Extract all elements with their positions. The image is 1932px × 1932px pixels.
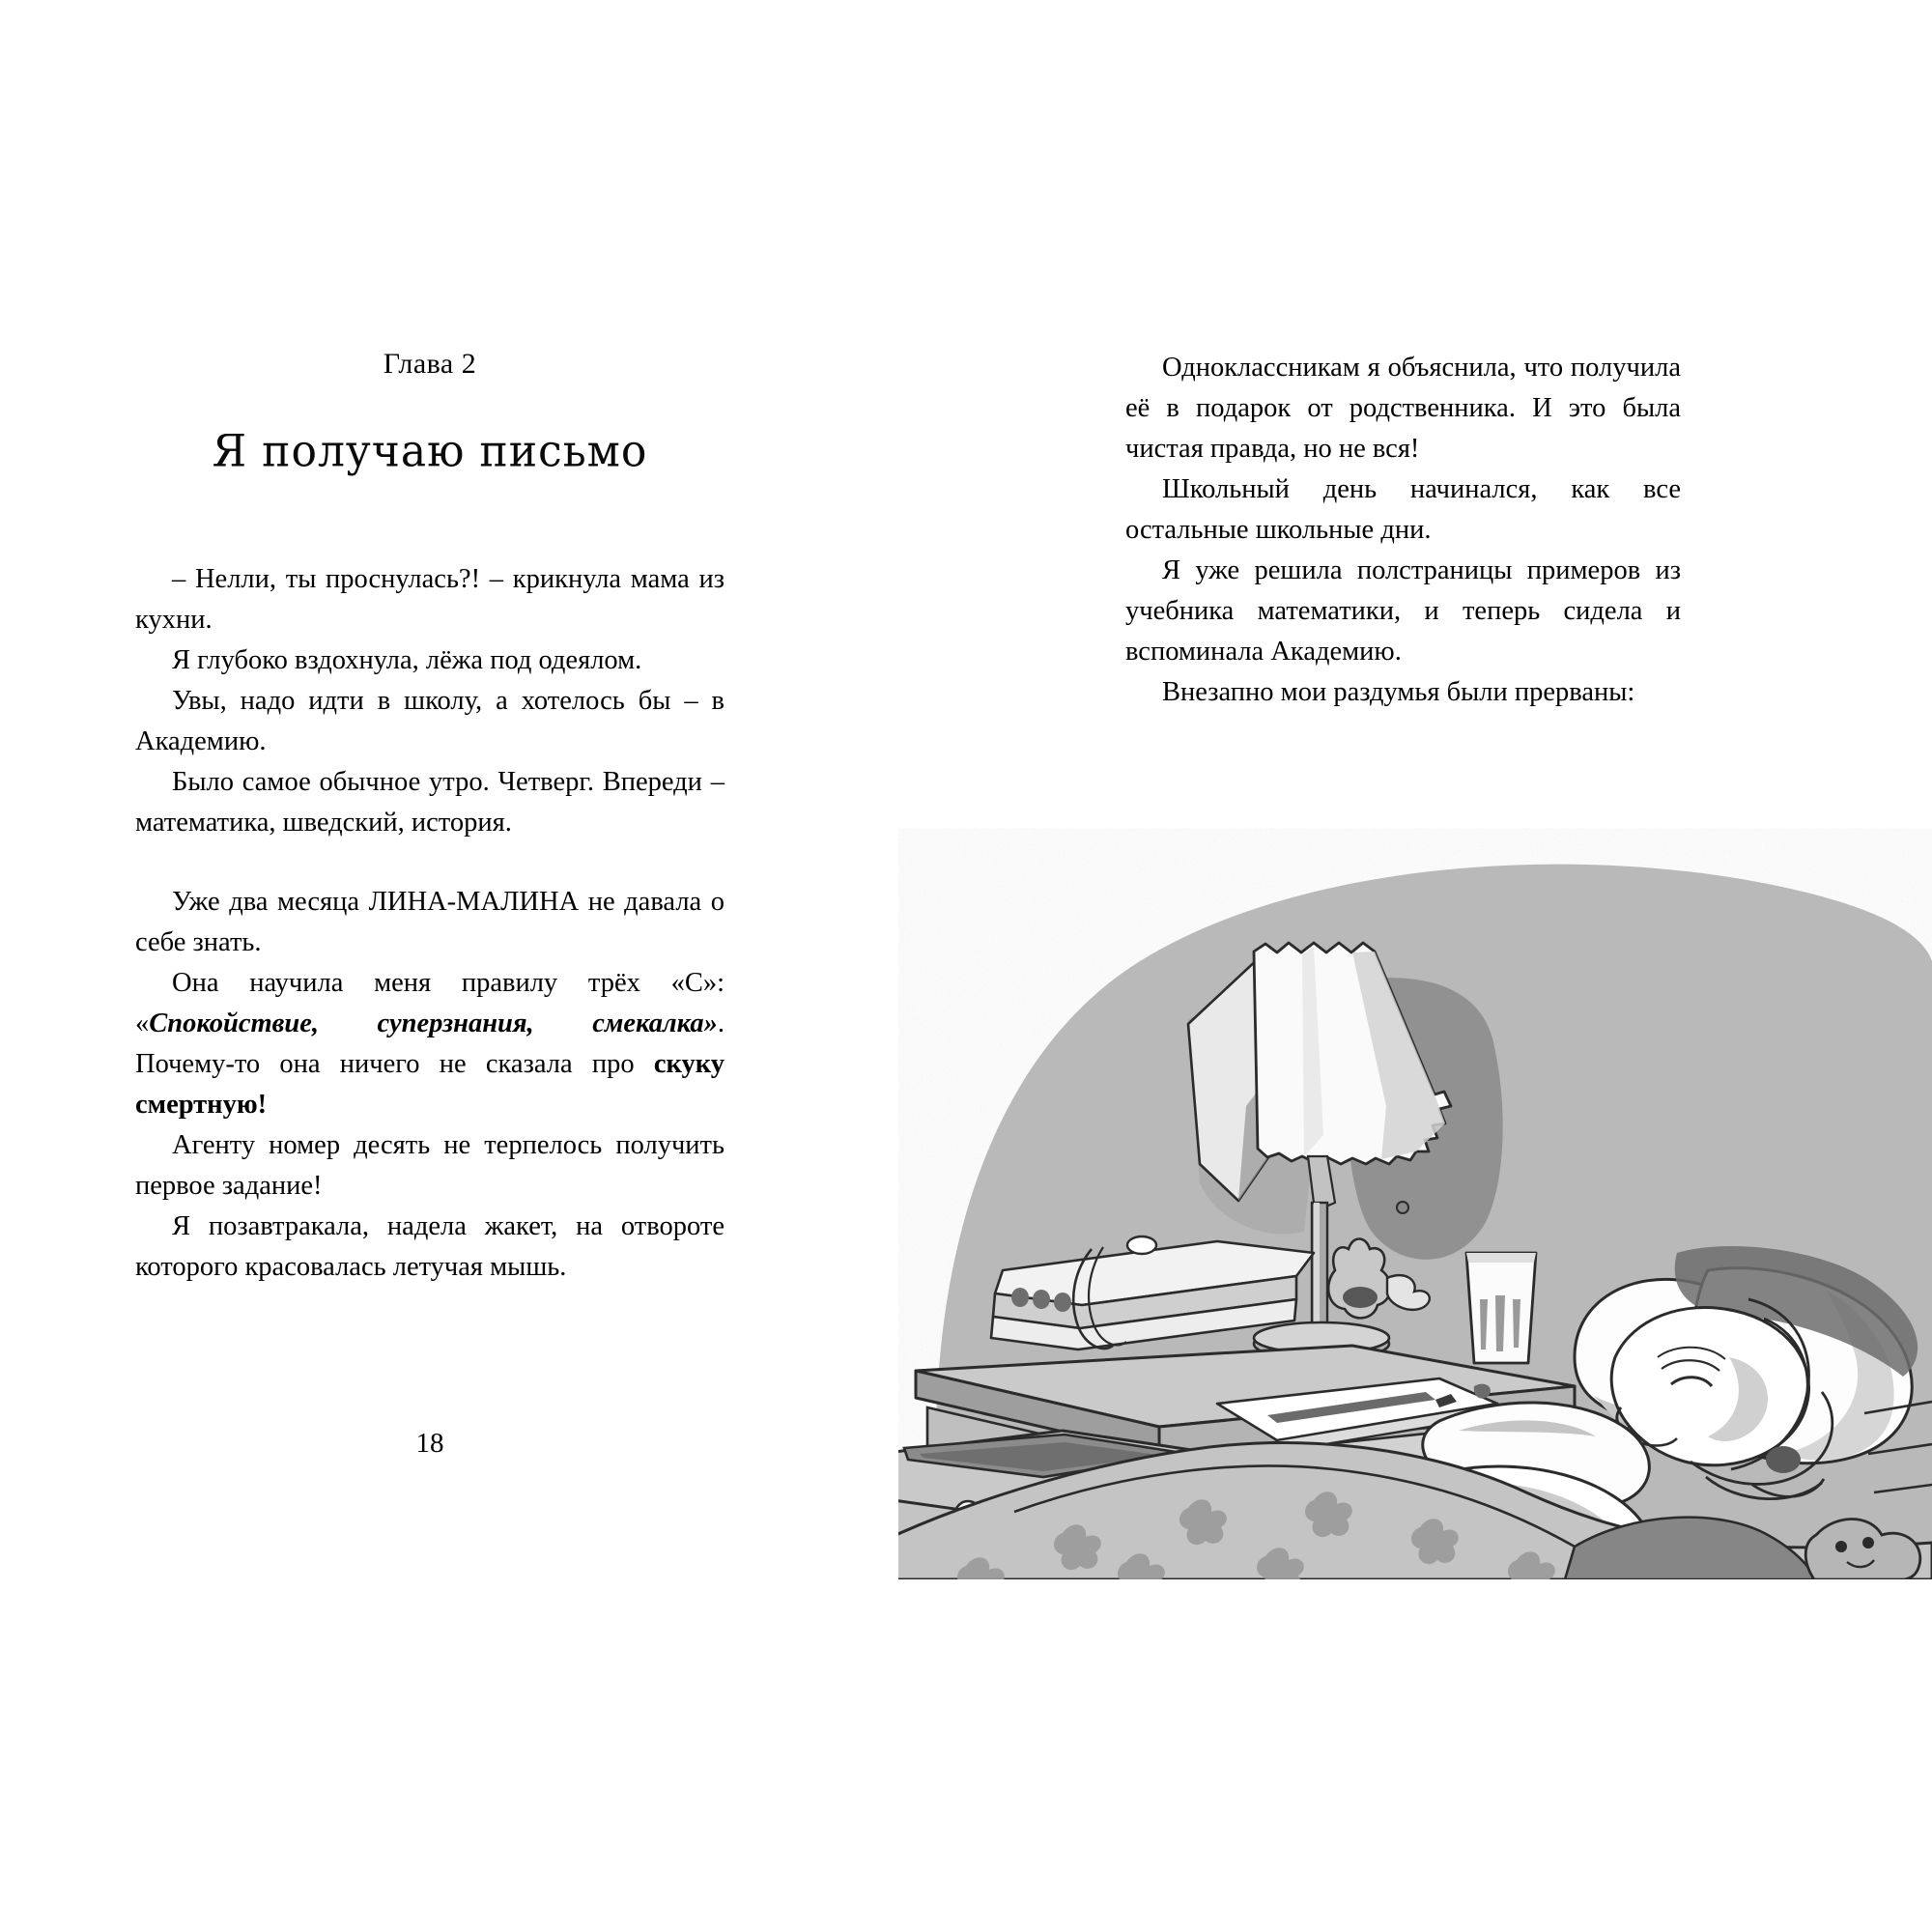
paragraph: Внезапно мои раздумья были прерваны:: [1162, 677, 1635, 707]
wall-knob: [1397, 1202, 1408, 1213]
text-run: . Почему-то она ничего не сказала про: [135, 1009, 724, 1079]
emphasis-deadly-boredom: скуку смертную!: [135, 1049, 724, 1120]
right-page: [1125, 348, 1681, 713]
paragraph: Я глубоко вздохнула, лёжа под одеялом.: [172, 645, 642, 675]
paragraph-lina-malina: [135, 882, 724, 963]
text-run: не давала о себе знать.: [135, 887, 724, 957]
paragraph: Одноклассникам я объяснила, что получила её в подарок от родственника. И это была чистая правда, но не вся!: [1125, 353, 1681, 464]
left-paragraph-group-1: [135, 559, 724, 843]
left-paragraph-group-2: [135, 882, 724, 1288]
left-page: [135, 348, 724, 1288]
ear: [1766, 1446, 1801, 1473]
emphasis-rule-of-three: Спокойствие, суперзнания, смекалка»: [149, 1009, 718, 1038]
paragraph: Я позавтракала, надела жакет, на отвороте которого красовалась летучая мышь.: [135, 1211, 724, 1282]
paragraph: Агенту номер десять не терпелось получить первое задание!: [135, 1130, 724, 1201]
chapter-title-decorative: Я получаю письмо: [212, 425, 648, 478]
paragraph: Я уже решила полстраницы примеров из учебника математики, и теперь сидела и вспоминала Академию.: [1125, 555, 1681, 667]
drinking-glass: [1466, 1253, 1536, 1363]
left-body-column: [135, 559, 724, 1288]
girl-sleeping-in-bed-illustration: [898, 816, 1932, 1579]
character-name-caps: ЛИНА-МАЛИНА: [368, 887, 580, 917]
paragraph: Школьный день начинался, как все остальные школьные дни.: [1125, 474, 1681, 545]
chapter-label: Глава 2: [383, 348, 477, 380]
paragraph: Было самое обычное утро. Четверг. Впереди – математика, шведский, история.: [135, 767, 724, 838]
paragraph-three-s-rule: [135, 963, 724, 1125]
page-number: 18: [415, 1428, 444, 1459]
paragraph: – Нелли, ты проснулась?! – крикнула мама из кухни.: [135, 564, 724, 635]
text-run: Она научила меня правилу трёх «С»: «: [135, 968, 724, 1038]
text-run: Уже два месяца: [172, 887, 369, 917]
paragraph: Увы, надо идти в школу, а хотелось бы – в Академию.: [135, 686, 724, 756]
